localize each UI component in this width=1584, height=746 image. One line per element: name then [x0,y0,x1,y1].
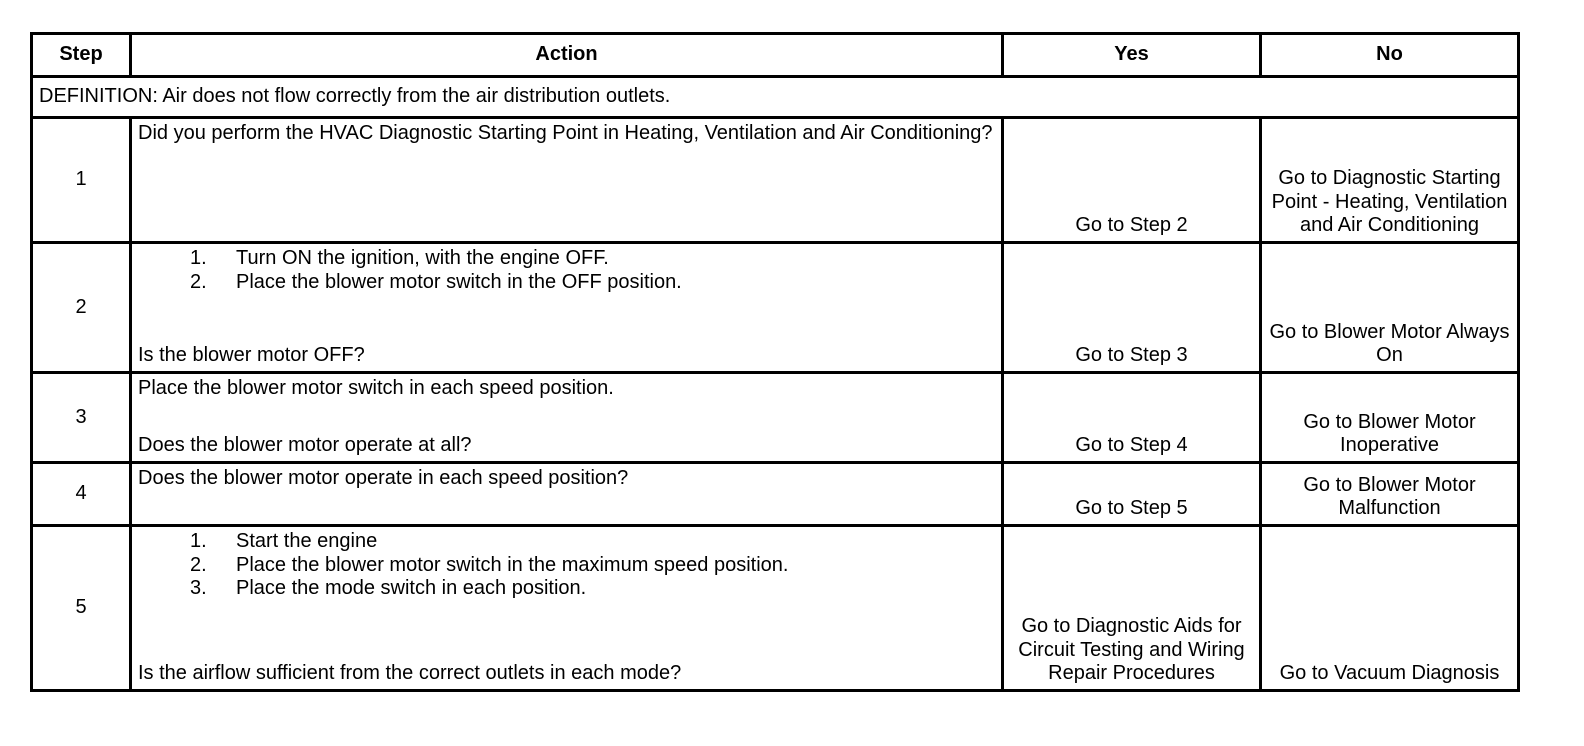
question-text: Is the airflow sufficient from the correct outlets in each mode? [138,662,682,685]
list-item: 2. Place the blower motor switch in the maximum speed position. [190,553,789,576]
step-action [131,526,1003,691]
header-yes: Yes [1003,34,1261,77]
header-no: No [1261,34,1519,77]
yes-result: Go to Step 2 [1003,118,1261,243]
table-row [32,526,1519,691]
table-row [32,463,1519,526]
list-item: 2. Place the blower motor switch in the OFF position. [190,270,682,293]
list-item: 3. Place the mode switch in each position. [190,577,587,600]
substep-list [138,247,995,294]
no-result: Go to Blower Motor Inoperative [1261,373,1519,463]
step-action [131,463,1003,526]
no-result: Go to Vacuum Diagnosis [1261,526,1519,691]
yes-result: Go to Step 3 [1003,243,1261,373]
substep-list [138,530,995,601]
step-number: 5 [32,526,131,691]
no-result: Go to Diagnostic Starting Point - Heating, Ventilation and Air Conditioning [1261,118,1519,243]
step-number: 1 [32,118,131,243]
step-action [131,118,1003,243]
yes-result: Go to Diagnostic Aids for Circuit Testing and Wiring Repair Procedures [1003,526,1261,691]
question-text: Does the blower motor operate at all? [138,434,472,457]
diagnostic-table [30,32,1520,692]
list-item: 1. Turn ON the ignition, with the engine OFF. [190,247,609,269]
no-result: Go to Blower Motor Malfunction [1261,463,1519,526]
step-number: 2 [32,243,131,373]
step-action [131,243,1003,373]
table-row [32,118,1519,243]
table-row [32,373,1519,463]
no-result: Go to Blower Motor Always On [1261,243,1519,373]
yes-result: Go to Step 4 [1003,373,1261,463]
step-action [131,373,1003,463]
action-text: Place the blower motor switch in each speed position. [138,377,614,399]
header-step: Step [32,34,131,77]
definition-text: DEFINITION: Air does not flow correctly from the air distribution outlets. [32,77,1519,118]
header-row [32,34,1519,77]
header-action: Action [131,34,1003,77]
table-row [32,243,1519,373]
step-number: 4 [32,463,131,526]
definition-row [32,77,1519,118]
list-item: 1. Start the engine [190,530,378,552]
action-text: Does the blower motor operate in each speed position? [138,467,629,489]
yes-result: Go to Step 5 [1003,463,1261,526]
step-number: 3 [32,373,131,463]
action-text: Did you perform the HVAC Diagnostic Starting Point in Heating, Ventilation and Air Conditioning? [138,122,993,144]
question-text: Is the blower motor OFF? [138,344,365,367]
